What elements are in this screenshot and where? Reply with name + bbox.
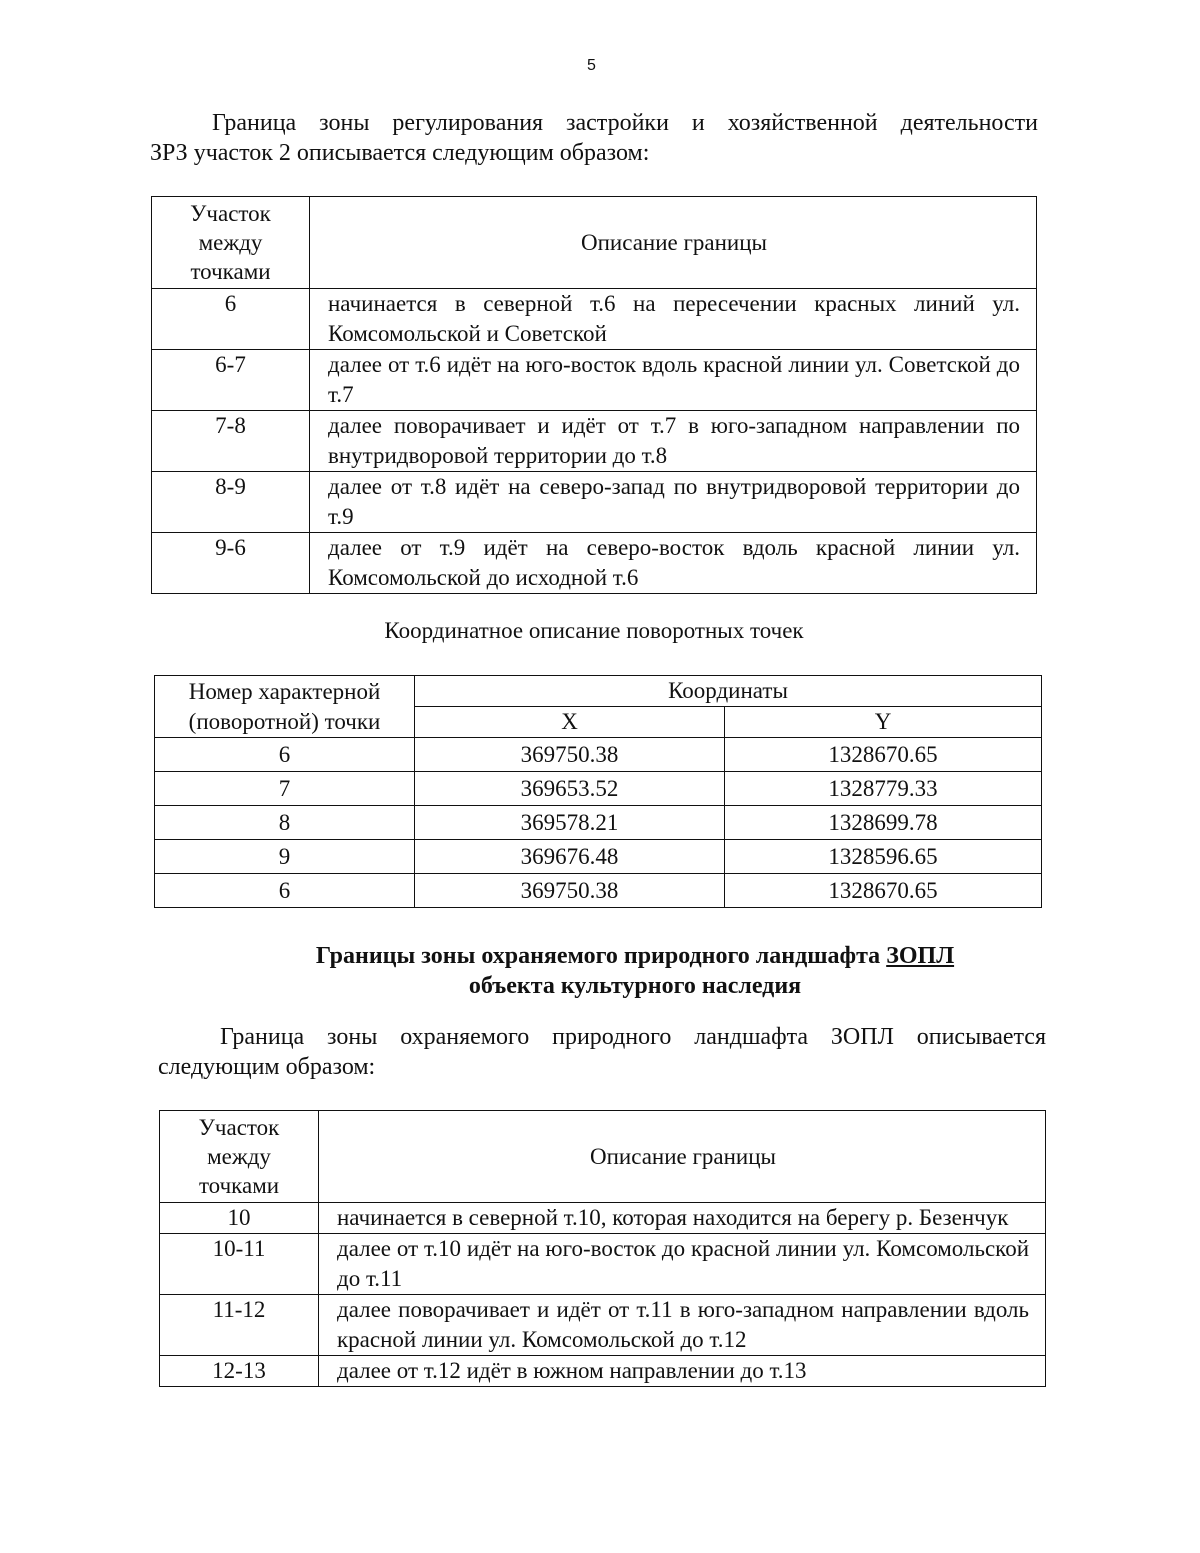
zopl-boundary-table <box>159 1110 1046 1387</box>
point-cell: 9 <box>155 840 415 874</box>
zrz-intro-paragraph <box>150 108 1038 168</box>
description-cell: далее от т.6 идёт на юго-восток вдоль красной линии ул. Советской до т.7 <box>310 350 1037 411</box>
table-row <box>152 472 1037 533</box>
zopl-intro-line-2: следующим образом: <box>158 1054 376 1080</box>
segment-cell: 8-9 <box>152 472 310 533</box>
description-cell: начинается в северной т.6 на пересечении красных линий ул. Комсомольской и Советской <box>310 289 1037 350</box>
zopl-intro-line-1: Граница зоны охраняемого природного ландшафта ЗОПЛ описывается <box>220 1024 1046 1050</box>
header-y: Y <box>725 707 1042 738</box>
zopl-heading-prefix: Границы зоны охраняемого природного ландшафта <box>315 943 887 969</box>
zopl-heading-abbrev: ЗОПЛ <box>886 943 955 969</box>
segment-cell: 10-11 <box>160 1234 319 1295</box>
table-row <box>155 772 1042 806</box>
header-x: X <box>415 707 725 738</box>
y-cell: 1328779.33 <box>725 772 1042 806</box>
y-cell: 1328670.65 <box>725 738 1042 772</box>
point-cell: 7 <box>155 772 415 806</box>
coordinates-caption: Координатное описание поворотных точек <box>384 618 804 643</box>
table-row <box>160 1234 1046 1295</box>
table-row <box>160 1203 1046 1234</box>
segment-cell: 7-8 <box>152 411 310 472</box>
y-cell: 1328596.65 <box>725 840 1042 874</box>
header-point-line-1: Номер характерной <box>188 678 381 704</box>
header-coordinates: Координаты <box>415 676 1042 707</box>
header-description: Описание границы <box>319 1111 1046 1203</box>
segment-cell: 6-7 <box>152 350 310 411</box>
zrz-intro-line-1: Граница зоны регулирования застройки и хозяйственной деятельности <box>212 110 1038 136</box>
description-cell: далее поворачивает и идёт от т.11 в юго-западном направлении вдоль красной линии ул. Комсомольской до т.12 <box>319 1295 1046 1356</box>
header-point-number <box>155 676 415 738</box>
table-row <box>155 806 1042 840</box>
zrz-intro-line-2: ЗРЗ участок 2 описывается следующим образом: <box>150 140 650 166</box>
header-point-line-2: (поворотной) точки <box>188 708 381 734</box>
table-header-row <box>160 1111 1046 1203</box>
x-cell: 369750.38 <box>415 738 725 772</box>
x-cell: 369676.48 <box>415 840 725 874</box>
page-number: 5 <box>587 57 596 74</box>
header-description: Описание границы <box>310 197 1037 289</box>
header-segment: Участок между точками <box>160 1111 319 1203</box>
description-cell: далее от т.10 идёт на юго-восток до красной линии ул. Комсомольской до т.11 <box>319 1234 1046 1295</box>
table-row <box>152 289 1037 350</box>
zopl-heading-line-2: объекта культурного наследия <box>468 973 802 999</box>
zrz-boundary-table <box>151 196 1037 594</box>
table-row <box>160 1295 1046 1356</box>
x-cell: 369750.38 <box>415 874 725 908</box>
table-row <box>155 874 1042 908</box>
table-row <box>155 738 1042 772</box>
description-cell: начинается в северной т.10, которая находится на берегу р. Безенчук <box>319 1203 1046 1234</box>
segment-cell: 6 <box>152 289 310 350</box>
segment-cell: 12-13 <box>160 1356 319 1387</box>
y-cell: 1328670.65 <box>725 874 1042 908</box>
table-row <box>152 350 1037 411</box>
table-row <box>152 533 1037 594</box>
x-cell: 369578.21 <box>415 806 725 840</box>
description-cell: далее от т.12 идёт в южном направлении до т.13 <box>319 1356 1046 1387</box>
table-header-row <box>152 197 1037 289</box>
header-segment: Участок между точками <box>152 197 310 289</box>
point-cell: 8 <box>155 806 415 840</box>
description-cell: далее поворачивает и идёт от т.7 в юго-западном направлении по внутридворовой территории до т.8 <box>310 411 1037 472</box>
zopl-intro-paragraph <box>158 1022 1046 1082</box>
y-cell: 1328699.78 <box>725 806 1042 840</box>
zopl-heading <box>150 941 1120 1001</box>
coordinates-table <box>154 675 1042 908</box>
segment-cell: 10 <box>160 1203 319 1234</box>
description-cell: далее от т.8 идёт на северо-запад по внутридворовой территории до т.9 <box>310 472 1037 533</box>
segment-cell: 11-12 <box>160 1295 319 1356</box>
point-cell: 6 <box>155 738 415 772</box>
description-cell: далее от т.9 идёт на северо-восток вдоль красной линии ул. Комсомольской до исходной т.6 <box>310 533 1037 594</box>
table-row <box>152 411 1037 472</box>
point-cell: 6 <box>155 874 415 908</box>
table-row <box>160 1356 1046 1387</box>
table-row <box>155 840 1042 874</box>
segment-cell: 9-6 <box>152 533 310 594</box>
table-header-row <box>155 676 1042 707</box>
x-cell: 369653.52 <box>415 772 725 806</box>
